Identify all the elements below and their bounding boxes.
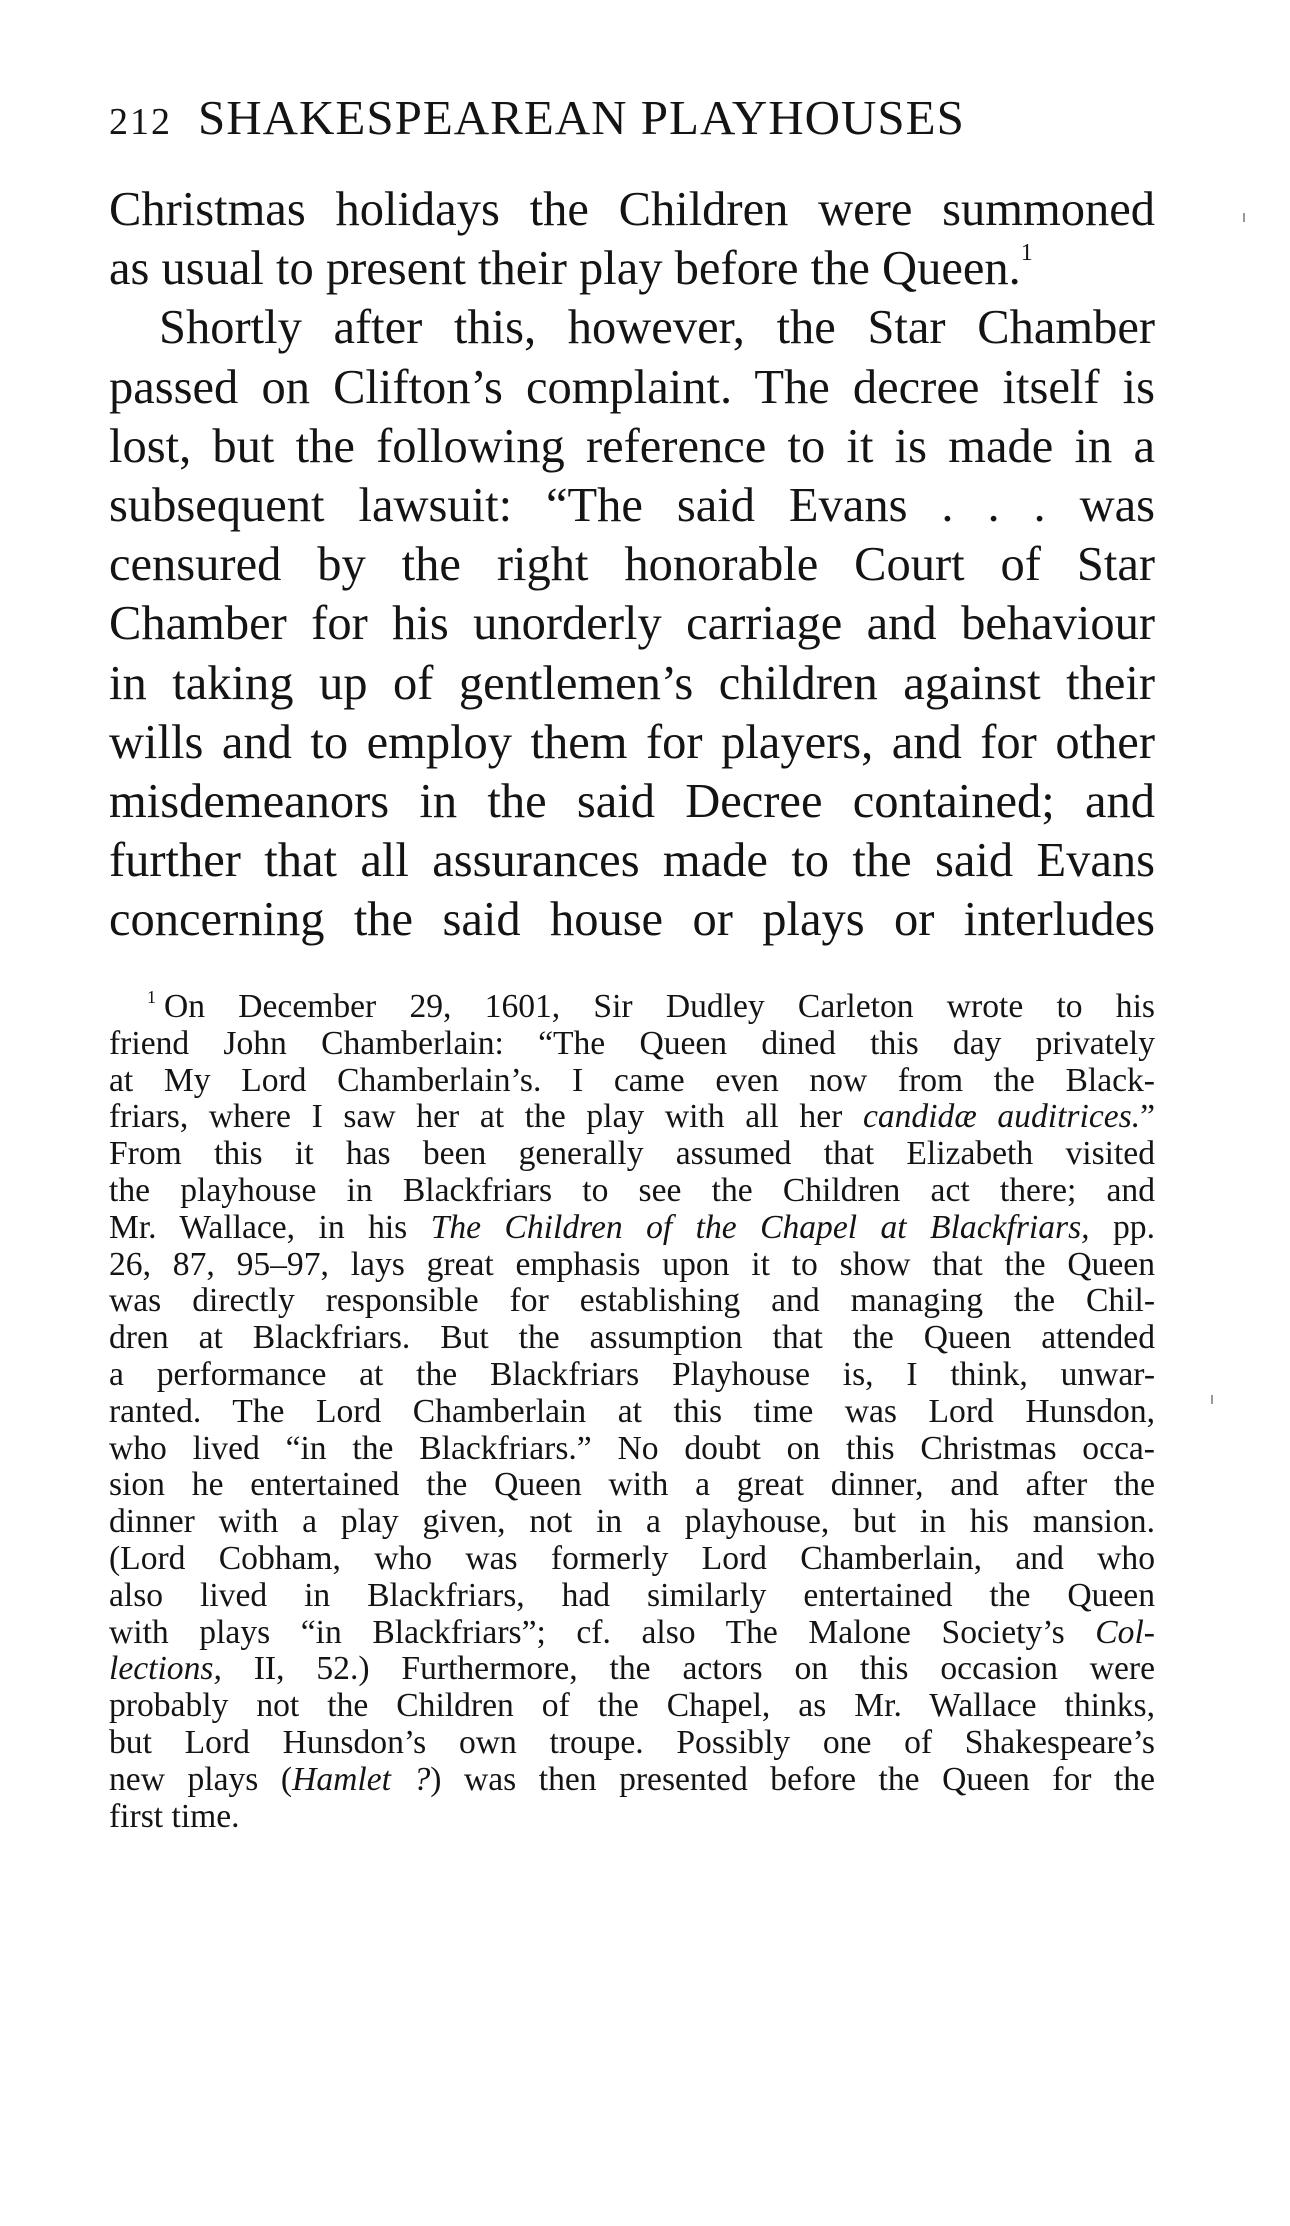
body-line: censured by the right honorable Court of Star — [109, 538, 1155, 592]
footnote-line — [109, 1099, 1155, 1136]
italic-latin-phrase: candidæ auditrices. — [862, 1098, 1141, 1136]
page-number: 212 — [109, 101, 172, 143]
body-line: passed on Clifton’s complaint. The decree itself is — [109, 360, 1155, 414]
footnote-line: probably not the Children of the Chapel, as Mr. Wallace thinks, — [109, 1687, 1155, 1725]
italic-book-title: lections, — [109, 1650, 222, 1688]
footnote-line — [109, 1762, 1155, 1799]
footnote-line: dinner with a play given, not in a playhouse, but in his mansion. — [109, 1503, 1155, 1541]
footnote-line: dren at Blackfriars. But the assumption that the Queen attended — [109, 1319, 1155, 1357]
footnote — [109, 989, 1155, 1835]
italic-book-title: Col- — [1095, 1613, 1155, 1651]
footnote-line: also lived in Blackfriars, had similarly entertained the Queen — [109, 1576, 1155, 1614]
footnote-text: Mr. Wallace, in his — [109, 1208, 408, 1246]
footnote-text: On December 29, 1601, Sir Dudley Carleton wrote to his — [164, 988, 1155, 1025]
footnote-reference: 1 — [1020, 240, 1033, 267]
footnote-line: a performance at the Blackfriars Playhouse is, I think, unwar- — [109, 1355, 1155, 1393]
footnote-line — [109, 989, 1155, 1026]
footnote-line: ranted. The Lord Chamberlain at this time was Lord Hunsdon, — [109, 1392, 1155, 1430]
body-line: misdemeanors in the said Decree contained; and — [109, 774, 1155, 828]
body-line: lost, but the following reference to it is made in a — [109, 419, 1155, 473]
footnote-text: new plays ( — [109, 1760, 293, 1798]
body-line — [109, 239, 1155, 298]
footnote-line — [109, 1615, 1155, 1652]
footnote-line: but Lord Hunsdon’s own troupe. Possibly one of Shakespeare’s — [109, 1723, 1155, 1761]
footnote-line: From this it has been generally assumed that Elizabeth visited — [109, 1135, 1155, 1173]
footnote-marker: 1 — [147, 987, 156, 1007]
footnote-line: at My Lord Chamberlain’s. I came even now from the Black- — [109, 1061, 1155, 1099]
footnote-text: with plays “in Blackfriars”; cf. also The Malone Society’s — [109, 1613, 1065, 1651]
footnote-text: ” — [1140, 1098, 1155, 1136]
body-line: Chamber for his unorderly carriage and behaviour — [109, 597, 1155, 651]
footnote-line: 26, 87, 95–97, lays great emphasis upon it to show that the Queen — [109, 1245, 1155, 1283]
footnote-text: pp. — [1112, 1208, 1155, 1246]
footnote-line: sion he entertained the Queen with a great dinner, and after the — [109, 1466, 1155, 1504]
footnote-line — [109, 1210, 1155, 1247]
body-line-text: as usual to present their play before the Queen. — [109, 242, 1021, 296]
body-line: concerning the said house or plays or interludes — [109, 893, 1155, 947]
scan-speck — [1243, 213, 1245, 222]
footnote-text: ) was then presented before the Queen for the — [430, 1760, 1155, 1798]
footnote-line: was directly responsible for establishing and managing the Chil- — [109, 1282, 1155, 1320]
paragraph-start-line: Shortly after this, however, the Star Chamber — [159, 301, 1155, 355]
footnote-text: friars, where I saw her at the play with all her — [109, 1098, 843, 1136]
body-line: further that all assurances made to the said Evans — [109, 834, 1155, 888]
italic-book-title: The Children of the Chapel at Blackfriars, — [430, 1208, 1090, 1246]
body-line: subsequent lawsuit: “The said Evans . . . was — [109, 478, 1155, 532]
running-title: SHAKESPEAREAN PLAYHOUSES — [198, 90, 965, 145]
footnote-text: II, 52.) Furthermore, the actors on this occasion were — [253, 1650, 1155, 1688]
body-line: in taking up of gentlemen’s children against their — [109, 656, 1155, 710]
body-line: Christmas holidays the Children were summoned — [109, 183, 1155, 236]
footnote-line: (Lord Cobham, who was formerly Lord Chamberlain, and who — [109, 1539, 1155, 1577]
body-line: wills and to employ them for players, and for other — [109, 715, 1155, 769]
footnote-line: the playhouse in Blackfriars to see the Children act there; and — [109, 1171, 1155, 1209]
running-head — [109, 88, 1159, 148]
footnote-line — [109, 1651, 1155, 1688]
footnote-line: first time. — [109, 1797, 240, 1835]
scan-speck — [1211, 1395, 1213, 1404]
footnote-line: friend John Chamberlain: “The Queen dined this day privately — [109, 1024, 1155, 1062]
footnote-line: who lived “in the Blackfriars.” No doubt on this Christmas occa- — [109, 1429, 1155, 1467]
main-text — [109, 180, 1155, 949]
italic-play-title: Hamlet ? — [292, 1760, 431, 1798]
